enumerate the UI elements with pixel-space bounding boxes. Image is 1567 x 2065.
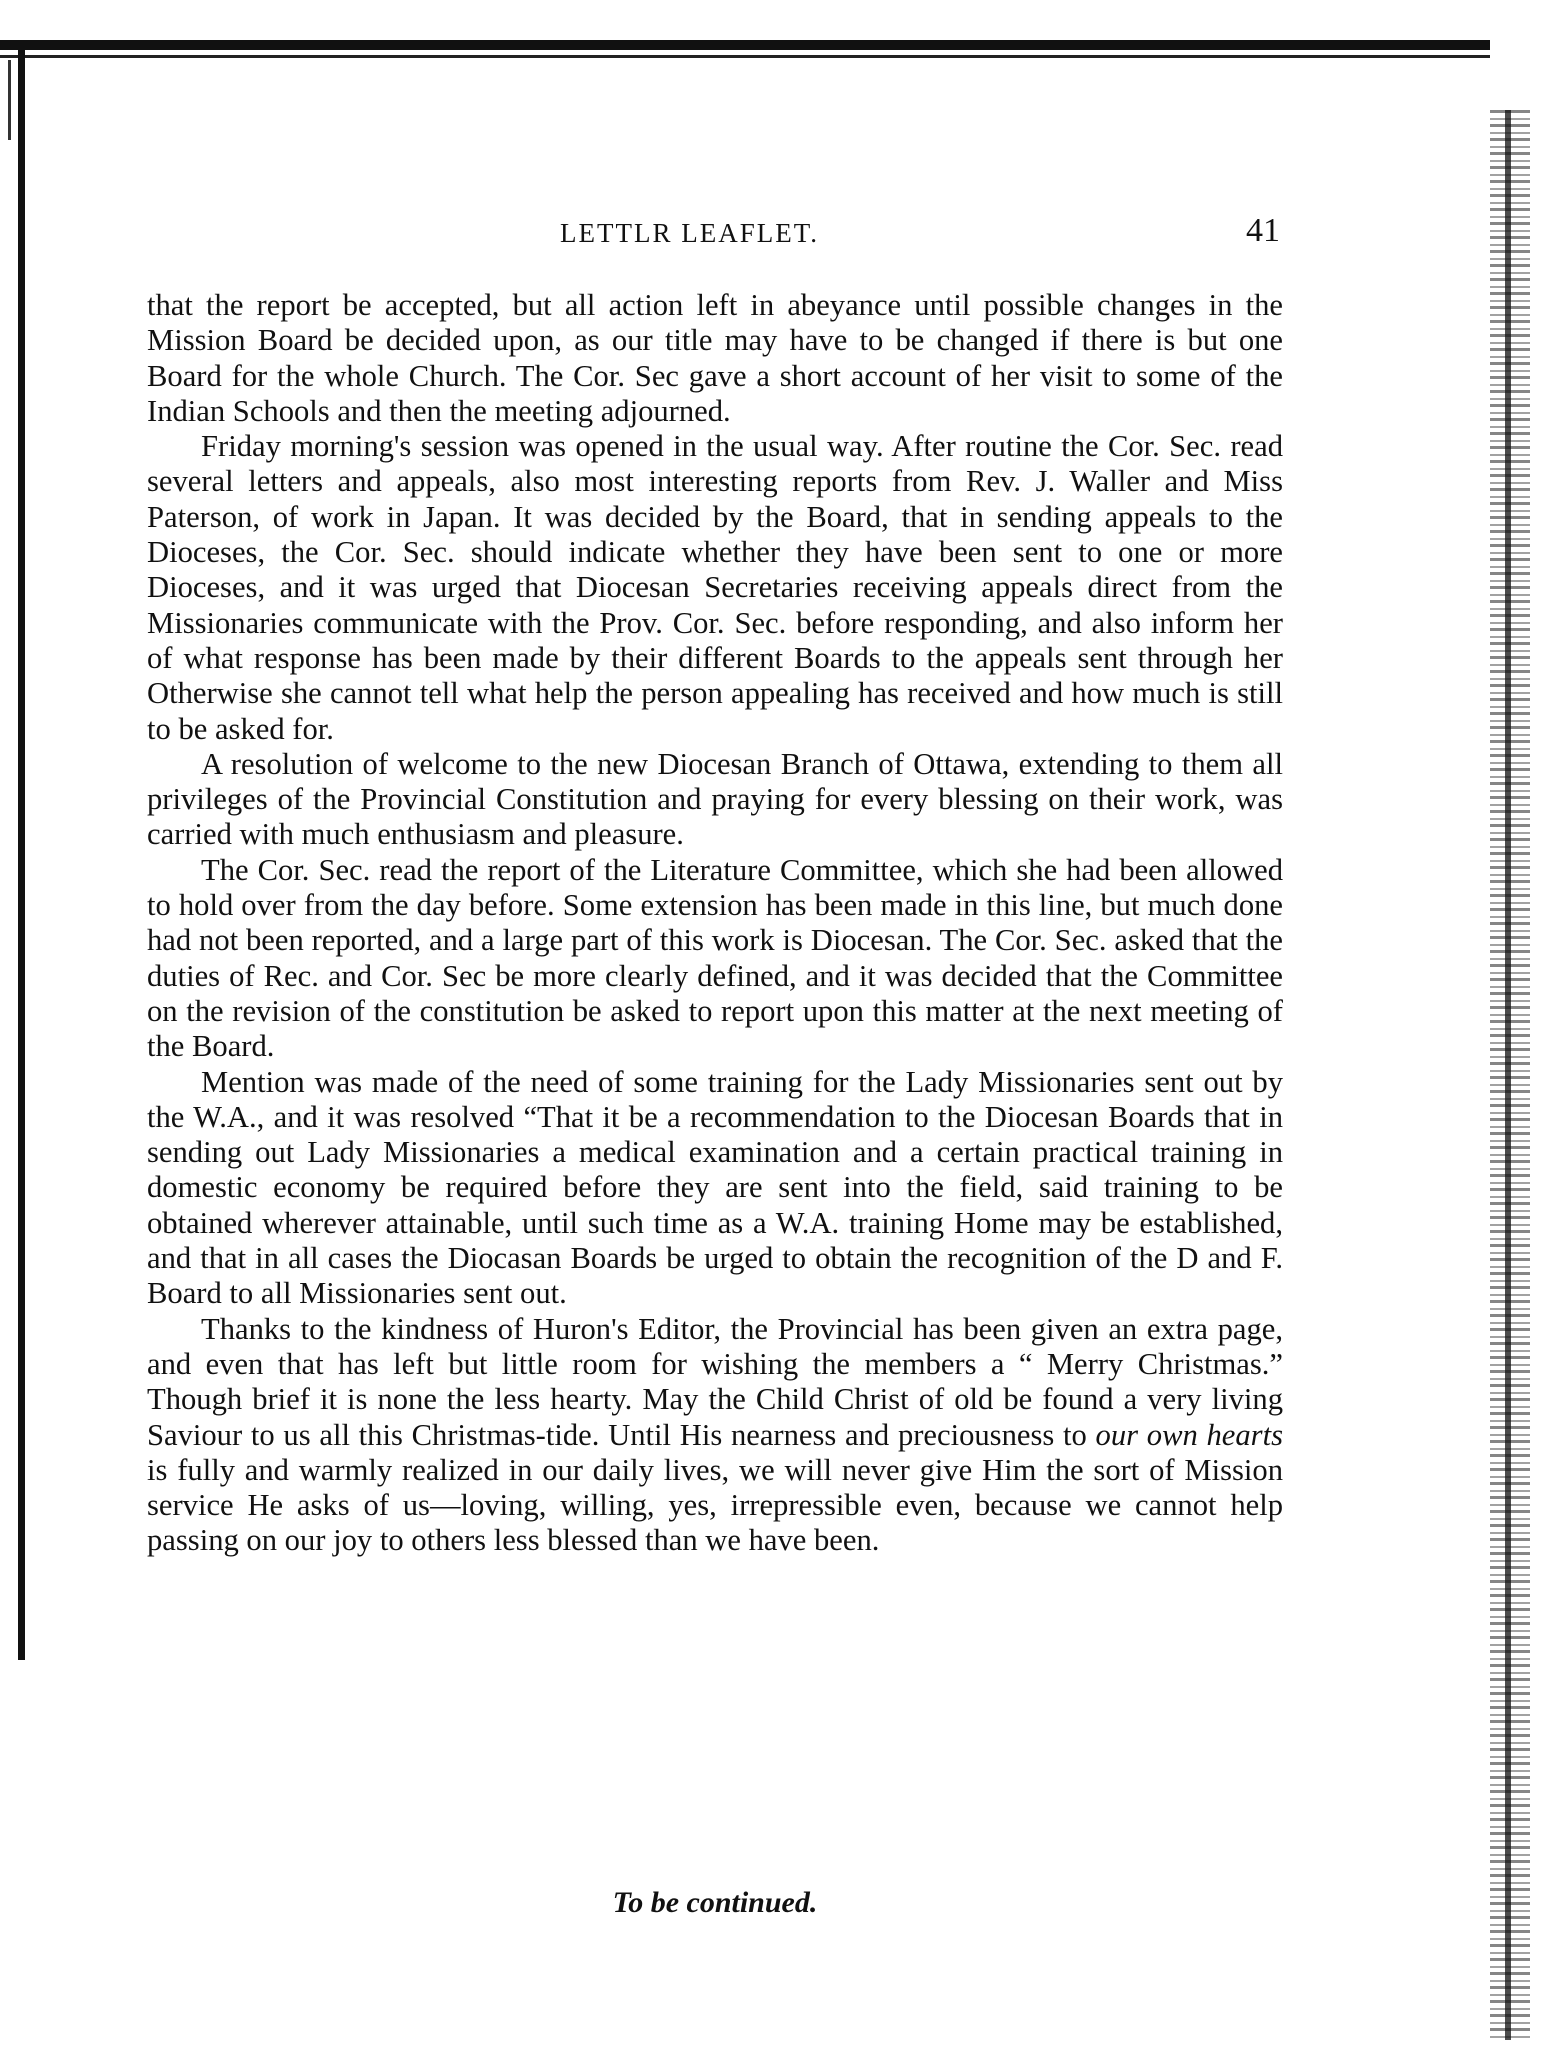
- left-binding-mark: [8, 60, 11, 140]
- to-be-continued: To be continued.: [612, 1886, 818, 1919]
- paragraph-lady-missionaries: Mention was made of the need of some training for the Lady Missionaries sent out by the W.A., and it was resolved “That it be a recommendation to the Diocesan Boards that in sending out Lady Missionaries a medical examination and a certain practical training in domestic economy be required before they are sent into the field, said training to be obtained wherever attainable, until such time as a W.A. training Home may be established, and that in all cases the Diocasan Boards be urged to obtain the recognition of the D and F. Board to all Missionaries sent out.: [147, 1064, 1283, 1311]
- top-border-rule-thin: [0, 55, 1490, 58]
- paragraph-continuation: that the report be accepted, but all action left in abeyance until possible changes in the Mission Board be decided upon, as our title may have to be changed if there is but one Board for the whole Church. The Cor. Sec gave a short account of her visit to some of the Indian Schools and then the meeting adjourned.: [147, 288, 1283, 428]
- paragraph-friday-session: Friday morning's session was opened in the usual way. After routine the Cor. Sec. read several letters and appeals, also most interesting reports from Rev. J. Waller and Miss Paterson, of work in Japan. It was decided by the Board, that in sending appeals to the Dioceses, the Cor. Sec. should indicate whether they have been sent to one or more Dioceses, and it was urged that Diocesan Secretaries receiving appeals direct from the Missionaries communicate with the Prov. Cor. Sec. before responding, and also inform her of what response has been made by their different Boards to the appeals sent through her Otherwise she cannot tell what help the person appealing has received and how much is still to be asked for.: [147, 429, 1283, 746]
- article-body: [147, 288, 1283, 1559]
- running-title: LETTLR LEAFLET.: [560, 218, 819, 248]
- left-binding-edge: [18, 40, 25, 1660]
- right-scan-edge-line: [1505, 110, 1511, 2040]
- christmas-text-end: is fully and warmly realized in our daily lives, we will never give Him the sort of Mission service He asks of us—loving, willing, yes, irrepressible even, because we cannot help passing on our joy to others less blessed than we have been.: [147, 1452, 1283, 1558]
- christmas-text-start: Thanks to the kindness of Huron's Editor, the Provincial has been given an extra page, and even that has left but little room for wishing the members a “ Merry Christmas.” Though brief it is none the less hearty. May the Child Christ of old be found a very living Saviour to us all this Christmas-tide. Until His nearness and preciousness to: [147, 1311, 1283, 1452]
- paragraph-ottawa-resolution: A resolution of welcome to the new Diocesan Branch of Ottawa, extending to them all privileges of the Provincial Constitution and praying for every blessing on their work, was carried with much enthusiasm and pleasure.: [147, 746, 1283, 852]
- paragraph-christmas: [147, 1312, 1283, 1559]
- top-border-rule: [0, 40, 1490, 50]
- page-number: 41: [1246, 212, 1280, 249]
- emphasis-own-hearts: our own hearts: [1095, 1417, 1283, 1452]
- paragraph-literature-committee: The Cor. Sec. read the report of the Literature Committee, which she had been allowed to hold over from the day before. Some extension has been made in this line, but much done had not been reported, and a large part of this work is Diocesan. The Cor. Sec. asked that the duties of Rec. and Cor. Sec be more clearly defined, and it was decided that the Committee on the revision of the constitution be asked to report upon this matter at the next meeting of the Board.: [147, 852, 1283, 1064]
- page-header: [150, 210, 1280, 260]
